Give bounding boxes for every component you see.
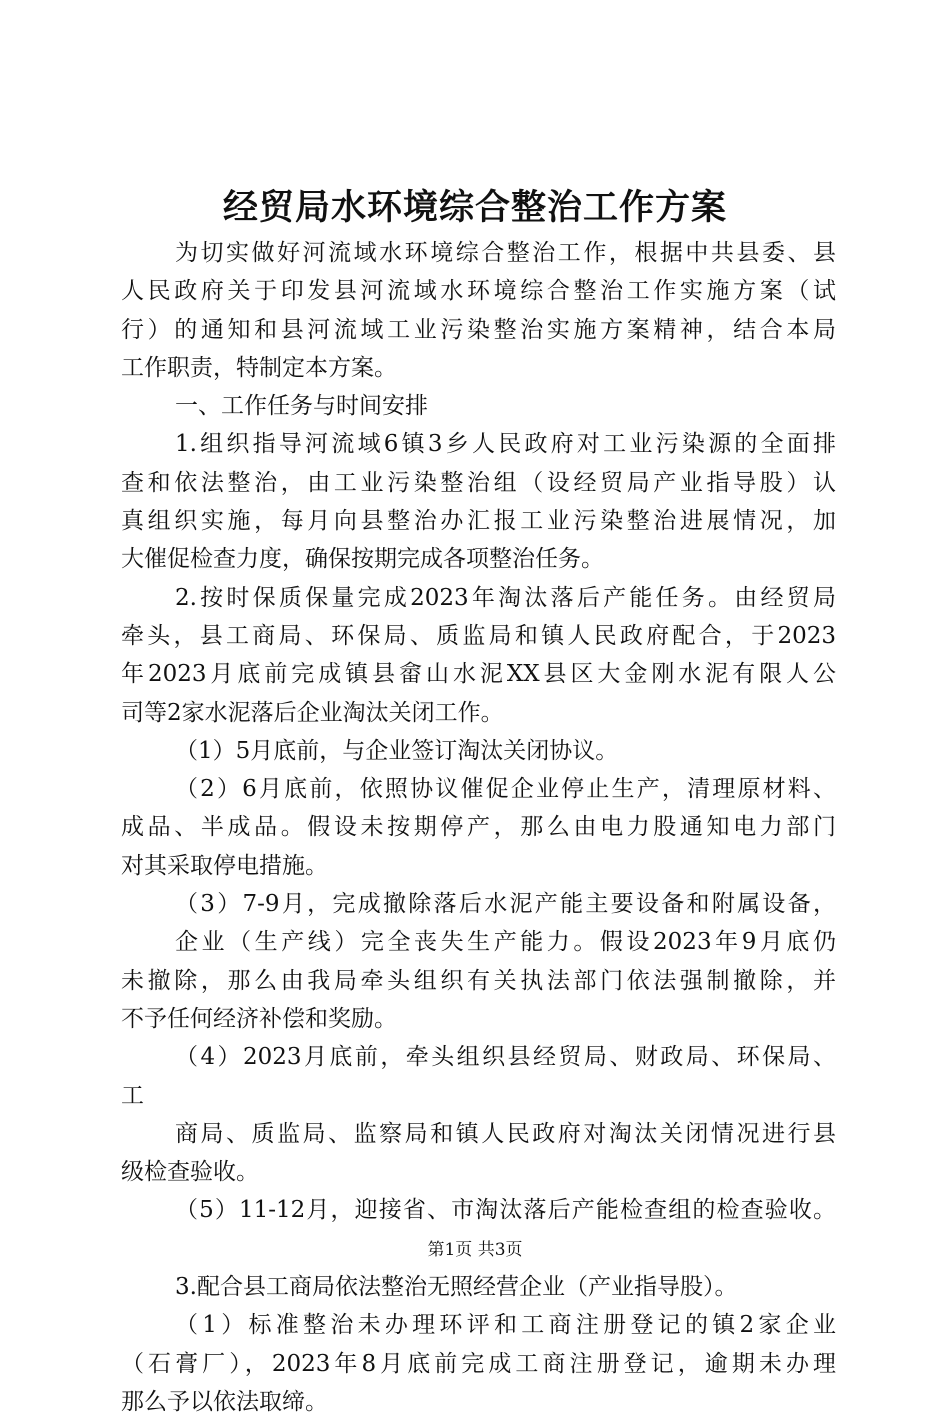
body-line: 工作职责，特制定本方案。 <box>121 354 397 381</box>
body-line: 未撤除，那么由我局牵头组织有关执法部门依法强制撤除，并 <box>121 967 836 994</box>
body-line: 牵头，县工商局、环保局、质监局和镇人民政府配合，于2023 <box>121 622 836 649</box>
body-line: 企业（生产线）完全丧失生产能力。假设2023年9月底仍 <box>175 929 836 956</box>
body-line: 真组织实施，每月向县整治办汇报工业污染整治进展情况，加 <box>121 508 836 535</box>
body-line: （1）5月底前，与企业签订淘汰关闭协议。 <box>175 737 619 764</box>
body-line: 1.组织指导河流域6镇3乡人民政府对工业污染源的全面排 <box>175 431 836 458</box>
body-line: 成品、半成品。假设未按期停产，那么由电力股通知电力部门 <box>121 814 836 841</box>
document-title: 经贸局水环境综合整治工作方案 <box>222 187 727 228</box>
body-line: 商局、质监局、监察局和镇人民政府对淘汰关闭情况进行县 <box>175 1120 836 1147</box>
body-line: （5）11-12月，迎接省、市淘汰落后产能检查组的检查验收。 <box>175 1197 836 1224</box>
page-footer: 第1页 共3页 <box>427 1240 523 1260</box>
body-line: 大催促检查力度，确保按期完成各项整治任务。 <box>121 546 604 573</box>
body-line: 年2023月底前完成镇县畲山水泥XX县区大金刚水泥有限人公 <box>121 661 836 688</box>
body-line: 司等2家水泥落后企业淘汰关闭工作。 <box>121 699 504 726</box>
body-line: 人民政府关于印发县河流域水环境综合整治工作实施方案（试 <box>121 278 836 305</box>
body-line: （石膏厂），2023年8月底前完成工商注册登记，逾期未办理 <box>121 1350 836 1377</box>
body-line: 一、工作任务与时间安排 <box>175 393 428 420</box>
body-line: 对其采取停电措施。 <box>121 852 328 879</box>
body-line: 级检查验收。 <box>121 1159 259 1186</box>
body-line: （3）7-9月，完成撤除落后水泥产能主要设备和附属设备， <box>175 891 836 918</box>
body-line: 3.配合县工商局依法整治无照经营企业（产业指导股）。 <box>175 1274 738 1301</box>
body-line: 查和依法整治，由工业污染整治组（设经贸局产业指导股）认 <box>121 469 836 496</box>
body-line: 2.按时保质保量完成2023年淘汰落后产能任务。由经贸局 <box>175 584 836 611</box>
body-line: 那么予以依法取缔。 <box>121 1388 328 1415</box>
body-line: （1）标准整治未办理环评和工商注册登记的镇2家企业 <box>175 1312 836 1339</box>
body-line: （2）6月底前，依照协议催促企业停止生产，清理原材料、 <box>175 776 836 803</box>
body-line: 工 <box>121 1082 144 1109</box>
body-line: 不予任何经济补偿和奖励。 <box>121 1005 397 1032</box>
body-line: 为切实做好河流域水环境综合整治工作，根据中共县委、县 <box>175 240 836 266</box>
body-line: （4）2023月底前，牵头组织县经贸局、财政局、环保局、 <box>175 1044 836 1071</box>
body-line: 行）的通知和县河流域工业污染整治实施方案精神，结合本局 <box>121 316 836 343</box>
